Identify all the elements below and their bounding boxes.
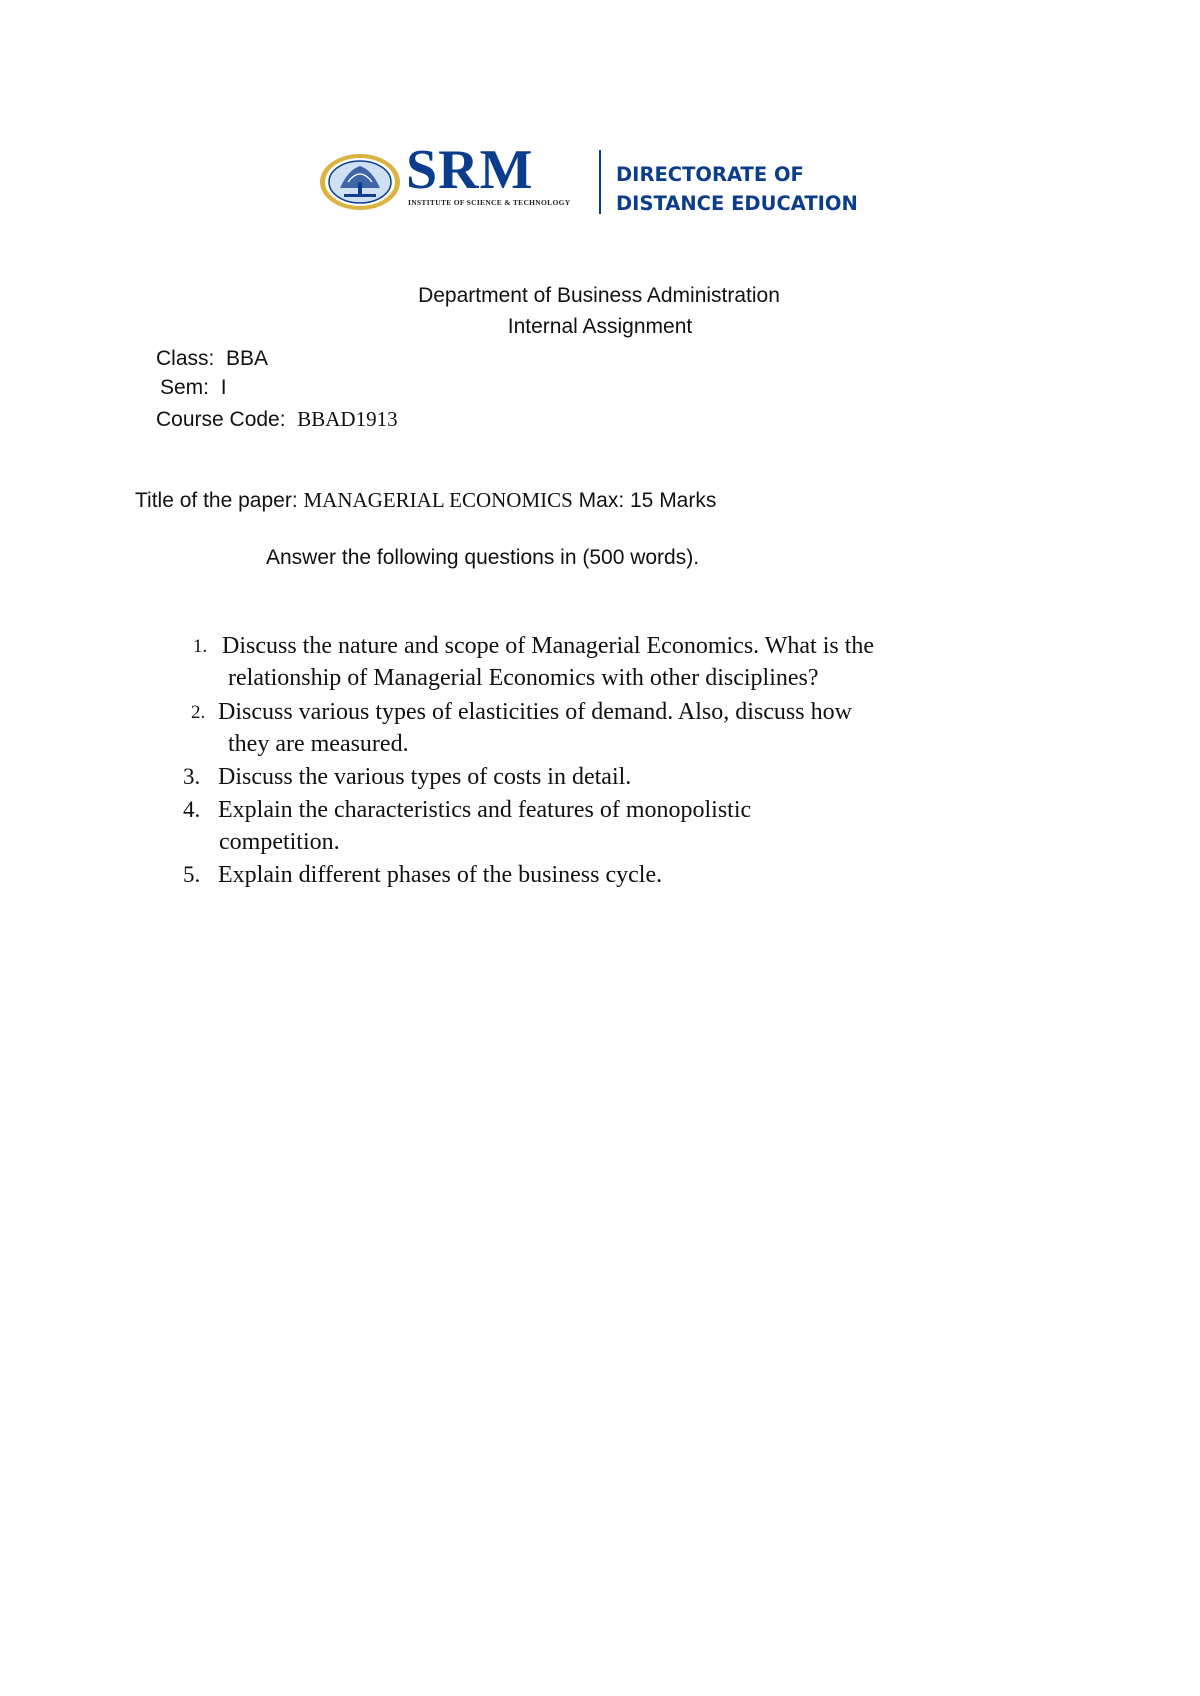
logo-directorate-line1: DIRECTORATE OF	[616, 163, 804, 186]
sem-field	[160, 374, 227, 402]
logo-divider	[599, 150, 601, 214]
question-text-line: relationship of Managerial Economics with other disciplines?	[228, 665, 819, 691]
paper-title-label: Title of the paper:	[135, 489, 298, 512]
question-number: 1.	[193, 636, 208, 657]
sem-value: I	[220, 376, 227, 399]
sem-label: Sem:	[160, 376, 210, 399]
department-heading: Department of Business Administration	[418, 284, 780, 307]
class-label: Class:	[156, 347, 215, 370]
assignment-type-heading: Internal Assignment	[507, 315, 693, 338]
question-text-line: they are measured.	[228, 731, 409, 757]
question-text-line: competition.	[219, 829, 340, 855]
question-number: 2.	[191, 702, 206, 723]
paper-title-value: MANAGERIAL ECONOMICS	[303, 488, 573, 512]
course-code-label: Course Code:	[156, 408, 286, 431]
max-marks: Max: 15 Marks	[578, 489, 717, 512]
class-field	[156, 345, 268, 373]
course-code-field	[156, 405, 398, 434]
university-seal-icon	[318, 152, 402, 212]
logo-institute: INSTITUTE OF SCIENCE & TECHNOLOGY	[408, 198, 571, 207]
question-text-line: Discuss the various types of costs in detail.	[218, 764, 632, 790]
course-code-value: BBAD1913	[297, 407, 398, 431]
logo-directorate	[616, 160, 858, 218]
question-number: 5.	[183, 862, 201, 887]
question-number: 4.	[183, 797, 201, 822]
question-text-line: Explain different phases of the business cycle.	[218, 862, 663, 888]
paper-title-line	[135, 486, 716, 515]
logo-directorate-line2: DISTANCE EDUCATION	[616, 192, 858, 215]
question-number: 3.	[183, 764, 201, 789]
question-text-line: Discuss various types of elasticities of demand. Also, discuss how	[218, 699, 852, 725]
srm-logo	[318, 139, 918, 230]
logo-brand: SRM	[406, 139, 534, 201]
question-text-line: Discuss the nature and scope of Managerial Economics. What is the	[222, 633, 875, 659]
instruction-text: Answer the following questions in (500 words).	[266, 546, 700, 569]
class-value: BBA	[226, 347, 269, 370]
question-text-line: Explain the characteristics and features of monopolistic	[218, 797, 752, 823]
